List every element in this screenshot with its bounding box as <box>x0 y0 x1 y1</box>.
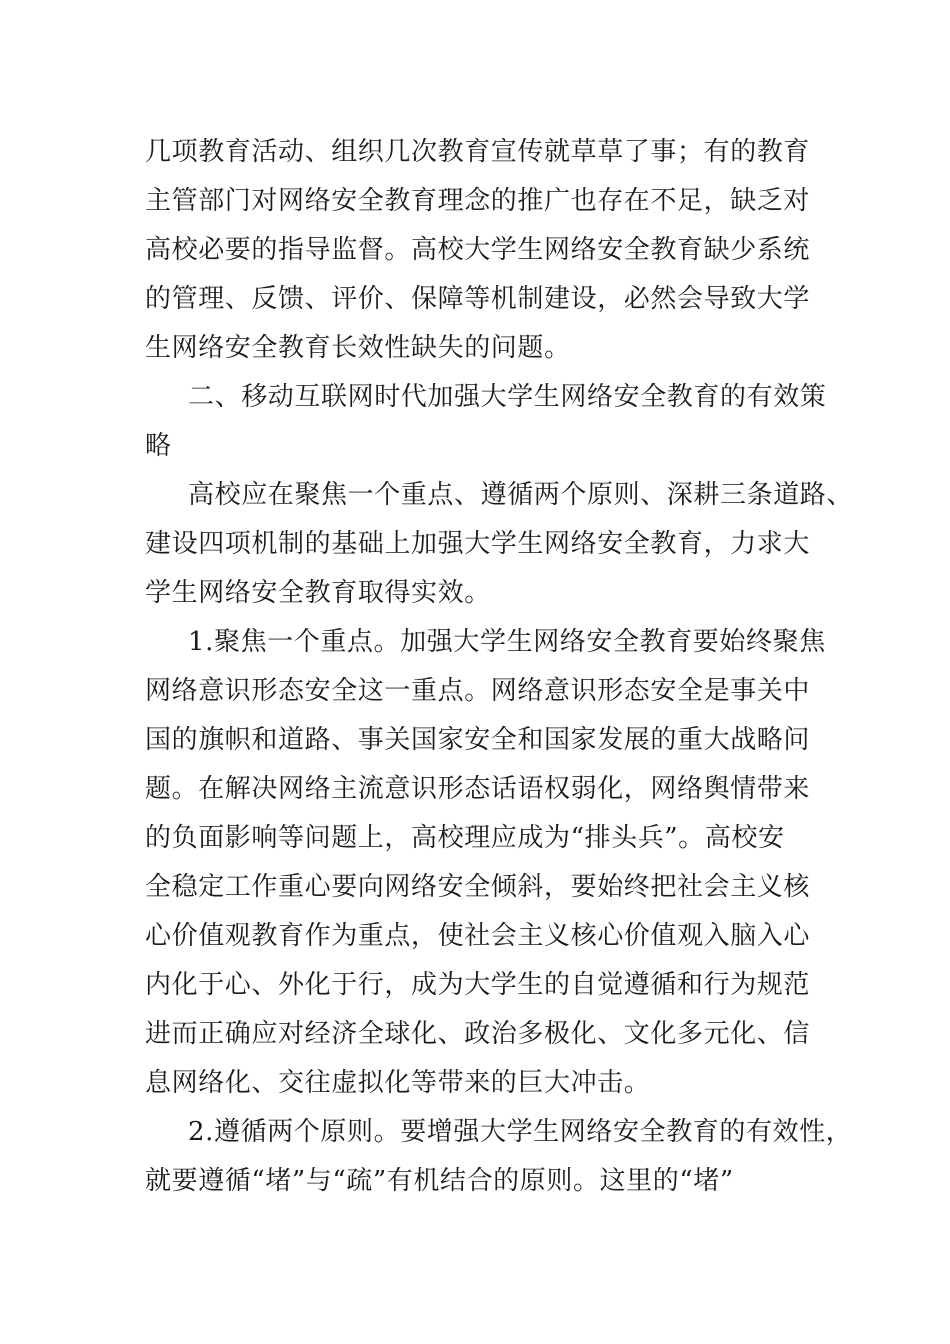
text-line-1: 几项教育活动、组织几次教育宣传就草草了事；有的教育 <box>145 137 811 167</box>
text-line-20: 息网络化、交往虚拟化等带来的巨大冲击。 <box>145 1068 651 1098</box>
text-line-21: 2.遵循两个原则。要增强大学生网络安全教育的有效性， <box>188 1117 853 1147</box>
text-line-18: 内化于心、外化于行，成为大学生的自觉遵循和行为规范 <box>145 970 811 1000</box>
text-line-12: 网络意识形态安全这一重点。网络意识形态安全是事关中 <box>145 676 811 706</box>
text-line-16: 全稳定工作重心要向网络安全倾斜，要始终把社会主义核 <box>145 872 811 902</box>
section-heading-line-2: 略 <box>145 431 172 461</box>
text-line-9: 建设四项机制的基础上加强大学生网络安全教育，力求大 <box>145 529 811 559</box>
text-line-14: 题。在解决网络主流意识形态话语权弱化，网络舆情带来 <box>145 774 811 804</box>
text-line-11: 1.聚焦一个重点。加强大学生网络安全教育要始终聚焦 <box>188 627 826 657</box>
text-line-19: 进而正确应对经济全球化、政治多极化、文化多元化、信 <box>145 1019 811 1049</box>
text-line-4: 的管理、反馈、评价、保障等机制建设，必然会导致大学 <box>145 284 811 314</box>
text-line-17: 心价值观教育作为重点，使社会主义核心价值观入脑入心 <box>145 921 811 951</box>
text-line-15: 的负面影响等问题上，高校理应成为“排头兵”。高校安 <box>145 823 785 853</box>
text-line-3: 高校必要的指导监督。高校大学生网络安全教育缺少系统 <box>145 235 811 265</box>
text-line-8: 高校应在聚焦一个重点、遵循两个原则、深耕三条道路、 <box>188 480 854 510</box>
text-line-22: 就要遵循“堵”与“疏”有机结合的原则。这里的“堵” <box>145 1166 734 1196</box>
text-line-10: 学生网络安全教育取得实效。 <box>145 578 491 608</box>
text-line-2: 主管部门对网络安全教育理念的推广也存在不足，缺乏对 <box>145 186 811 216</box>
text-line-5: 生网络安全教育长效性缺失的问题。 <box>145 333 571 363</box>
text-line-13: 国的旗帜和道路、事关国家安全和国家发展的重大战略问 <box>145 725 811 755</box>
section-heading-line-1: 二、移动互联网时代加强大学生网络安全教育的有效策 <box>188 382 827 412</box>
